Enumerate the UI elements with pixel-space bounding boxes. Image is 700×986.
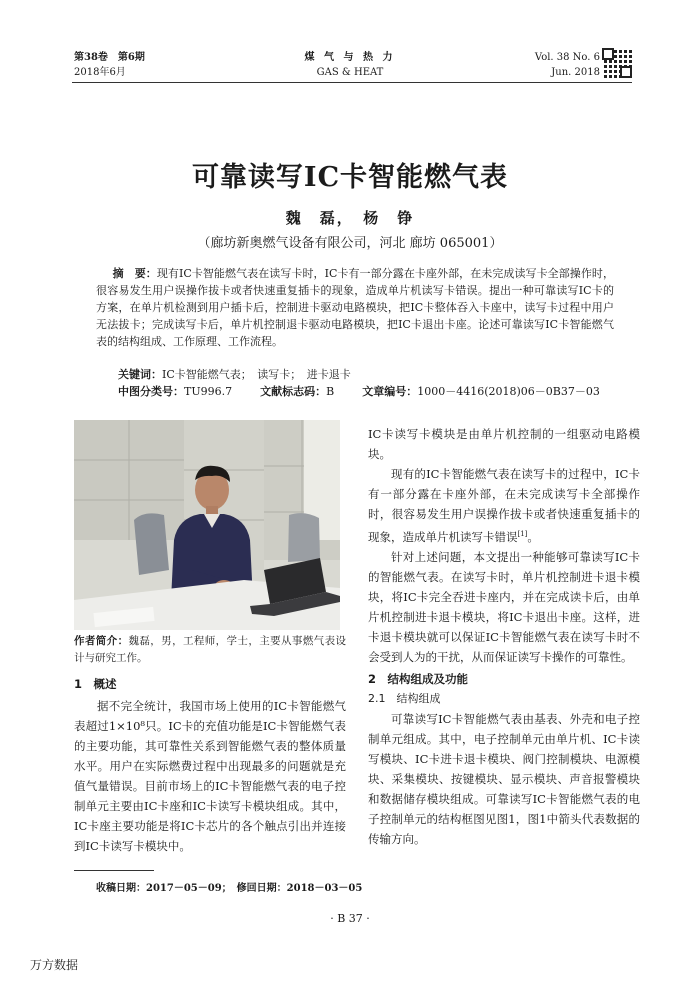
classification-line <box>118 383 600 400</box>
header-center <box>260 50 440 80</box>
article-number-label: 文章编号： <box>362 385 418 398</box>
keywords-label: 关键词： <box>118 368 162 381</box>
author-bio <box>74 633 346 667</box>
author-photo-illustration <box>74 420 340 630</box>
abstract-label: 摘 要： <box>112 267 157 280</box>
affiliation: （廊坊新奥燃气设备有限公司，河北 廊坊 065001） <box>197 236 503 251</box>
authors: 魏 磊， 杨 铮 <box>285 209 415 227</box>
section-1-paragraph-2 <box>368 464 640 547</box>
author-photo <box>74 420 340 630</box>
journal-name-en: GAS & HEAT <box>316 67 384 78</box>
left-column <box>74 674 346 856</box>
right-column <box>368 424 640 849</box>
qr-code-icon <box>602 48 632 78</box>
date-en: Jun. 2018 <box>551 67 600 78</box>
section-2-heading: 2 结构组成及功能 <box>368 671 469 686</box>
section-2-paragraph-1: 可靠读写IC卡智能燃气表由基表、外壳和电子控制单元组成。其中，电子控制单元由单片机、IC卡读写模块、IC卡进卡退卡模块、阀门控制模块、电源模块、采集模块、按键模块、显示模块、声音报警模块和数据储存模块组成。可靠读写IC卡智能燃气表的电子控制单元的结构框图见图1，图1中箭头代表数据的传输方向。 <box>368 711 640 846</box>
section-1-heading: 1 概述 <box>74 677 117 691</box>
clc-label: 中图分类号： <box>118 385 184 398</box>
author-bio-label: 作者简介： <box>74 635 129 647</box>
header-right <box>522 50 600 80</box>
paragraph-2-text: 现有的IC卡智能燃气表在读写卡的过程中，IC卡有一部分露在卡座外部，在未完成读写卡全部操作时，很容易发生用户误操作拔卡或者快速重复插卡的现象，造成单片机读写卡错误 <box>368 467 640 544</box>
received-dates: 收稿日期：2017－05－09； 修回日期：2018－03－05 <box>96 883 363 894</box>
article-title: 可靠读写IC卡智能燃气表 <box>191 162 509 193</box>
journal-name-cn: 煤 气 与 热 力 <box>304 52 396 63</box>
doc-code-value: B <box>326 385 335 398</box>
section-1-paragraph-1: 据不完全统计，我国市场上使用的IC卡智能燃气表超过1×10⁸只。IC卡的充值功能是IC卡智能燃气表的主要功能，其可靠性关系到智能燃气表的整体质量水平。用户在实际燃费过程中出现最多的问题就是充值气量错误。目前市场上的IC卡智能燃气表的电子控制单元主要由IC卡座和IC卡读写卡模块组成。其中，IC卡座主要功能是将IC卡芯片的各个触点引出并连接到IC卡读写卡模块中。 <box>74 699 346 853</box>
footnote-rule <box>74 870 154 871</box>
header-left <box>74 50 145 80</box>
section-1-paragraph-1-continued: IC卡读写卡模块是由单片机控制的一组驱动电路模块。 <box>368 427 640 461</box>
date-cn: 2018年6月 <box>74 67 126 78</box>
volume-en: Vol. 38 No. 6 <box>534 52 600 63</box>
doc-code-label: 文献标志码： <box>260 385 327 398</box>
abstract <box>96 265 614 350</box>
clc-value: TU996.7 <box>184 385 233 398</box>
author-bio-text: 魏磊，男，工程师，学士，主要从事燃气表设计与研究工作。 <box>74 635 347 664</box>
volume-cn: 第38卷 第6期 <box>74 52 145 63</box>
keywords-text: IC卡智能燃气表； 读写卡； 进卡退卡 <box>162 368 351 381</box>
section-2-1-heading: 2.1 结构组成 <box>368 691 441 705</box>
article-number-value: 1000－4416(2018)06－0B37－03 <box>417 385 600 398</box>
keywords <box>118 366 351 383</box>
page-number: · B 37 · <box>330 912 370 925</box>
paragraph-2-end: 。 <box>527 529 539 544</box>
header-rule <box>72 82 632 83</box>
abstract-text: 现有IC卡智能燃气表在读写卡时，IC卡有一部分露在卡座外部，在未完成读写卡全部操作时，很容易发生用户误操作拔卡或者快速重复插卡的现象，造成单片机读写卡错误。提出一种可靠读写IC卡的方案，在单片机检测到用户插卡后，控制进卡驱动电路模块，把IC卡整体吞入卡座中，读写卡过程中用户无法拔卡；完成读写卡后，单片机控制退卡驱动电路模块，把IC卡退出卡座。论述可靠读写IC卡智能燃气表的结构组成、工作原理、工作流程。 <box>96 267 615 348</box>
section-1-paragraph-3: 针对上述问题，本文提出一种能够可靠读写IC卡的智能燃气表。在读写卡时，单片机控制进卡退卡模块，将IC卡完全吞进卡座内，并在完成读卡后，由单片机控制进卡退卡模块，将IC卡退出卡座。这样，进卡退卡模块就可以保证IC卡智能燃气表在读写卡时不会受到人为的干扰，从而保证读写卡操作的可靠性。 <box>368 549 640 664</box>
wanfang-watermark: 万方数据 <box>30 958 79 972</box>
reference-1: [1] <box>517 530 528 538</box>
